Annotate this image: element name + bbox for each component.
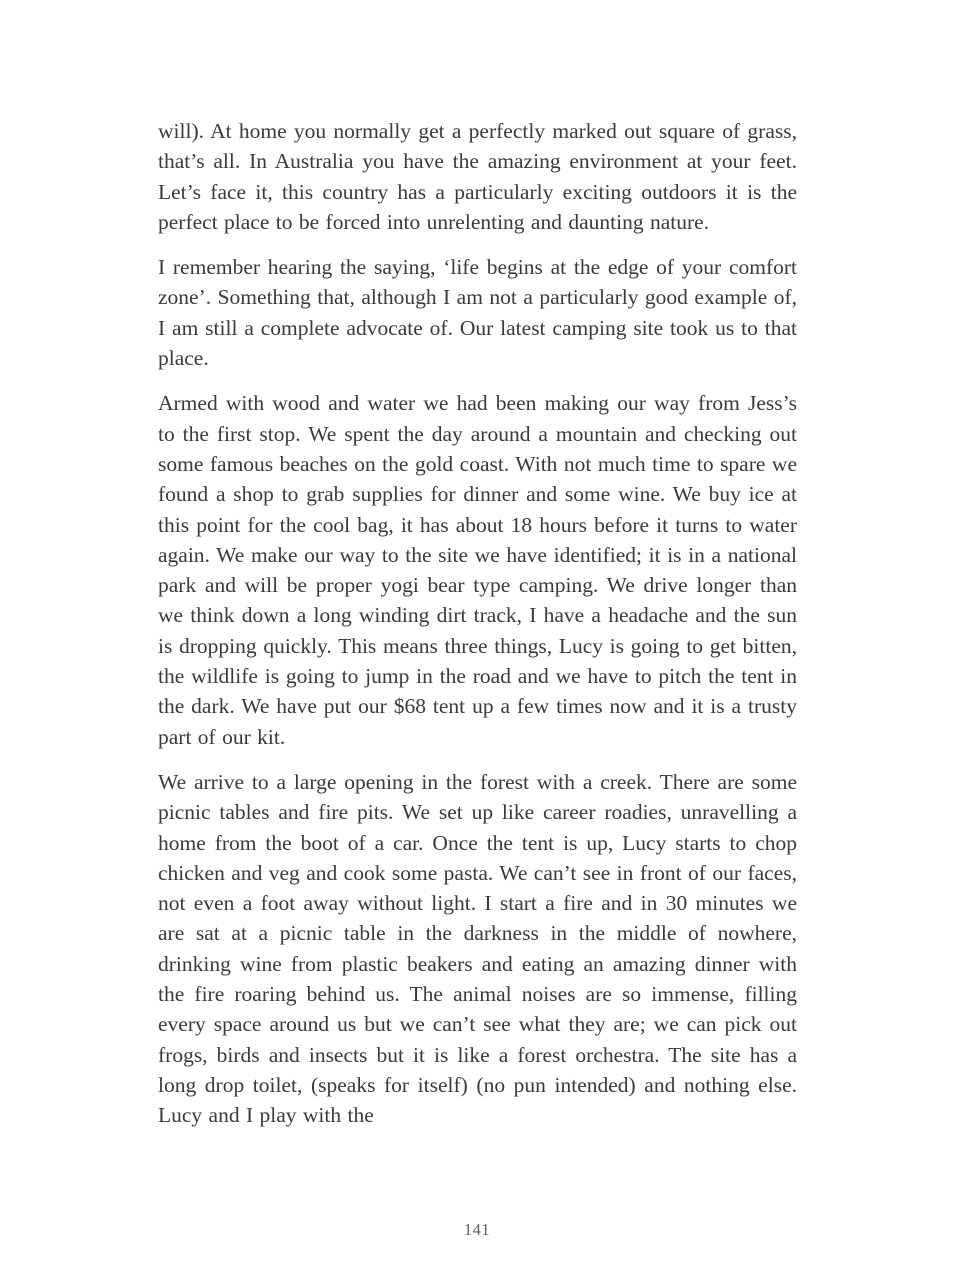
page-footer <box>0 1220 954 1240</box>
paragraph: will). At home you normally get a perfectly marked out square of grass, that’s all. In Australia you have the amazing environment at your feet. Let’s face it, this country has a particularly exciting outdoors it is the perfect place to be forced into unrelenting and daunting nature. <box>158 119 797 234</box>
paragraph: Armed with wood and water we had been making our way from Jess’s to the first stop. We spent the day around a mountain and checking out some famous beaches on the gold coast. With not much time to spare we found a shop to grab supplies for dinner and some wine. We buy ice at this point for the cool bag, it has about 18 hours before it turns to water again. We make our way to the site we have identified; it is in a national park and will be proper yogi bear type camping. We drive longer than we think down a long winding dirt track, I have a headache and the sun is dropping quickly. This means three things, Lucy is going to get bitten, the wildlife is going to jump in the road and we have to pitch the tent in the dark. We have put our $68 tent up a few times now and it is a trusty part of our kit. <box>158 391 797 749</box>
paragraph: We arrive to a large opening in the forest with a creek. There are some picnic tables and fire pits. We set up like career roadies, unravelling a home from the boot of a car. Once the tent is up, Lucy starts to chop chicken and veg and cook some pasta. We can’t see in front of our faces, not even a foot away without light. I start a fire and in 30 minutes we are sat at a picnic table in the darkness in the middle of nowhere, drinking wine from plastic beakers and eating an amazing dinner with the fire roaring behind us. The animal noises are so immense, filling every space around us but we can’t see what they are; we can pick out frogs, birds and insects but it is like a forest orchestra. The site has a long drop toilet, (speaks for itself) (no pun intended) and nothing else. Lucy and I play with the <box>158 769 797 1128</box>
page-text-block <box>158 116 797 1146</box>
paragraph: I remember hearing the saying, ‘life begins at the edge of your comfort zone’. Something that, although I am not a particularly good example of, I am still a complete advocate of. Our latest camping site took us to that place. <box>158 255 797 371</box>
page-number: 141 <box>463 1220 491 1239</box>
